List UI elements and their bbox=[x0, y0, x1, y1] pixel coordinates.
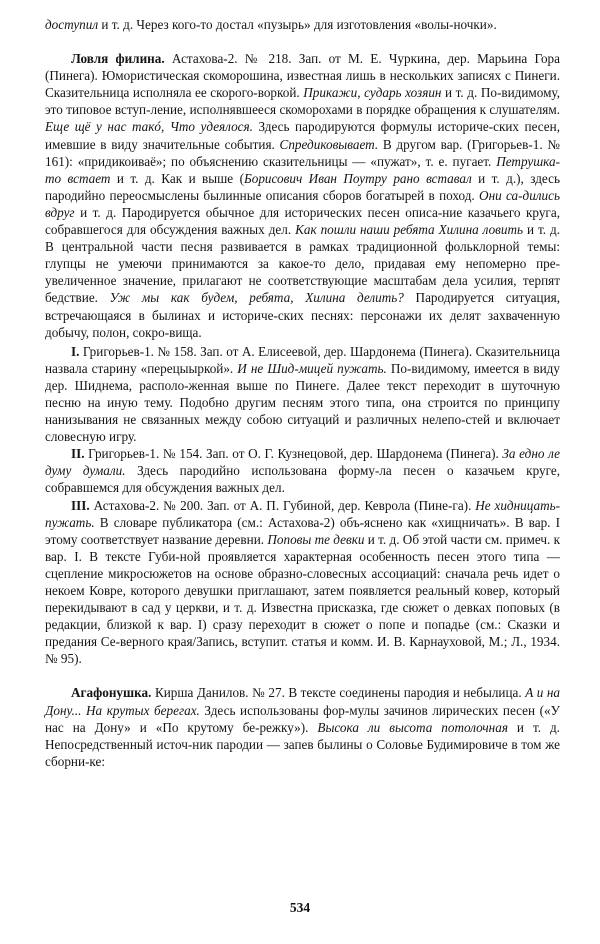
italic-quote: Высока ли высота потолочная bbox=[317, 719, 508, 735]
italic-quote: Как пошли наши ребята Хилина ловить bbox=[295, 222, 524, 238]
text: В словаре публикатора (см.: Астахова-2) объ-яснено как «хищничать». В вар. I этому соответствует название деревни. bbox=[45, 514, 560, 547]
italic-quote: Борисович Иван Поутру рано вставал bbox=[243, 170, 472, 186]
text: и т. д. Через кого-то достал «пузырь» для изготовления «волы-ночки». bbox=[98, 17, 497, 32]
text: Астахова-2. № 200. Зап. от А. П. Губиной, дер. Кеврола (Пине-га). bbox=[89, 497, 476, 513]
text: и т. д. Непосредственный источ-ник пародии — запев былины о Соловье Будимировиче в том же сборни-ке: bbox=[45, 719, 560, 769]
italic-quote: За едно ле думу думали. bbox=[45, 446, 561, 479]
paragraph-variant-2 bbox=[45, 445, 560, 496]
italic-quote: Уж мы как будем, ребята, Хилина делить? bbox=[109, 290, 404, 306]
paragraph-variant-1 bbox=[45, 343, 560, 446]
text: В другом вар. (Григорьев-1. № 161): «придикоиваё»; по объяснению сказительницы — «пужат», т. е. пугает. bbox=[45, 136, 560, 169]
text: Кирша Данилов. № 27. В тексте соединены пародия и небылица. bbox=[151, 685, 526, 701]
text: Здесь пародируются формулы историче-ских песен, имевшие в виду значительные события. bbox=[45, 119, 560, 152]
text: Здесь использованы фор-мулы зачинов лирических песен («У нас на Дону» и «По крутому бе-режку»). bbox=[45, 702, 560, 735]
variant-number: I. bbox=[71, 343, 80, 359]
text: Григорьев-1. № 154. Зап. от О. Г. Кузнецовой, дер. Шардонема (Пинега). bbox=[84, 446, 503, 462]
text: и т. д.), здесь пародийно переосмыслены былинные описания сборов богатырей в поход. bbox=[45, 170, 560, 203]
italic-quote: Спредиковывает. bbox=[279, 136, 379, 152]
text: и т. д. Как и выше ( bbox=[110, 170, 244, 186]
paragraph-continuation bbox=[45, 16, 560, 33]
page-number: 534 bbox=[289, 900, 311, 915]
paragraph-agafonushka bbox=[45, 684, 560, 769]
text: и т. д. По-видимому, это типовое вступ-ление, исполнявшееся скоморохами в порядке обращения к слушателям. bbox=[45, 85, 560, 118]
paragraph-lovlya-filina bbox=[45, 50, 560, 341]
italic-quote: А и на Дону... На крутых берегах. bbox=[45, 685, 560, 718]
document-page bbox=[45, 16, 560, 770]
text: Астахова-2. № 218. Зап. от М. Е. Чуркина, дер. Марьина Гора (Пинега). Юмористическая скоморошина, известная лишь в нескольких записях с Пинеги. Сказительница исполняла ее скорого-воркой. bbox=[45, 51, 560, 101]
text: и т. д. В центральной части песня развивается в рамках традиционной фольклорной темы: глупцы не умеючи принимаются за какое-то дело, придавая ему непомерно пре-увеличенное значение, прилагают не соответствующие масштабам дела усилия, терпят бедствие. bbox=[45, 222, 561, 306]
italic-quote: доступил bbox=[45, 17, 99, 32]
italic-quote: Не хидницать-пужать. bbox=[45, 497, 560, 530]
text: Здесь пародийно использована форму-ла песен о казачьем круге, собравшемся для обсуждения важных дел. bbox=[45, 463, 560, 496]
italic-quote: Они са-дились вдруг bbox=[45, 187, 560, 220]
italic-quote: Поповы те девки bbox=[267, 531, 365, 547]
italic-quote: Прикажи, сударь хозяин bbox=[303, 85, 442, 101]
italic-quote: Петрушка-то встает bbox=[45, 153, 560, 186]
text: и т. д. Об этой части см. примеч. к вар. I. В тексте Губи-ной проявляется характерная особенность песен этого типа — сцепление микросюжетов на основе образно-словесных ассоциаций: сначала речь идет о некоем Ковре, которого девушки приглашают, затем появляется реальный ковер, который перекидывают в сад у церкви, и т. д. Известна присказка, где сюжет о девках поповых (в редакции, близкой к вар. I) сразу переходит в сюжет о попе и попадье (см.: Сказки и предания Се-верного края/Запись, вступит. статья и комм. И. В. Карнауховой, М.; Л., 1934. № 95). bbox=[45, 531, 560, 667]
section-heading: Агафонушка. bbox=[71, 685, 152, 701]
italic-quote: Еще щё у нас такó, Что удеялося. bbox=[45, 119, 253, 135]
italic-quote: И не Шид-мицей пужать. bbox=[237, 360, 387, 376]
variant-number: II. bbox=[71, 446, 85, 462]
text: По-видимому, имеется в виду дер. Шиднема, располо-женная выше по Пинеге. Далее текст переходит в шуточную песню на иную тему. Подобно другим песням этого типа, она строится по принципу нанизывания не связанных между собою ситуаций и различных нелепо-стей и включает словесную игру. bbox=[45, 360, 560, 445]
text: Пародируется ситуация, встречающаяся в былинах и историче-ских песнях: персонажи их делят захваченную добычу, полон, сокро-вища. bbox=[45, 290, 560, 340]
text: Григорьев-1. № 158. Зап. от А. Елисеевой, дер. Шардонема (Пинега). Сказительница назвала старину «перецыыркой». bbox=[45, 343, 560, 376]
paragraph-variant-3 bbox=[45, 497, 560, 668]
text: и т. д. Пародируется обычное для исторических песен описа-ние казачьего круга, собравшегося для обсуждения важных дел. bbox=[45, 204, 560, 238]
variant-number: III. bbox=[71, 497, 90, 513]
section-heading: Ловля филина. bbox=[71, 51, 165, 67]
